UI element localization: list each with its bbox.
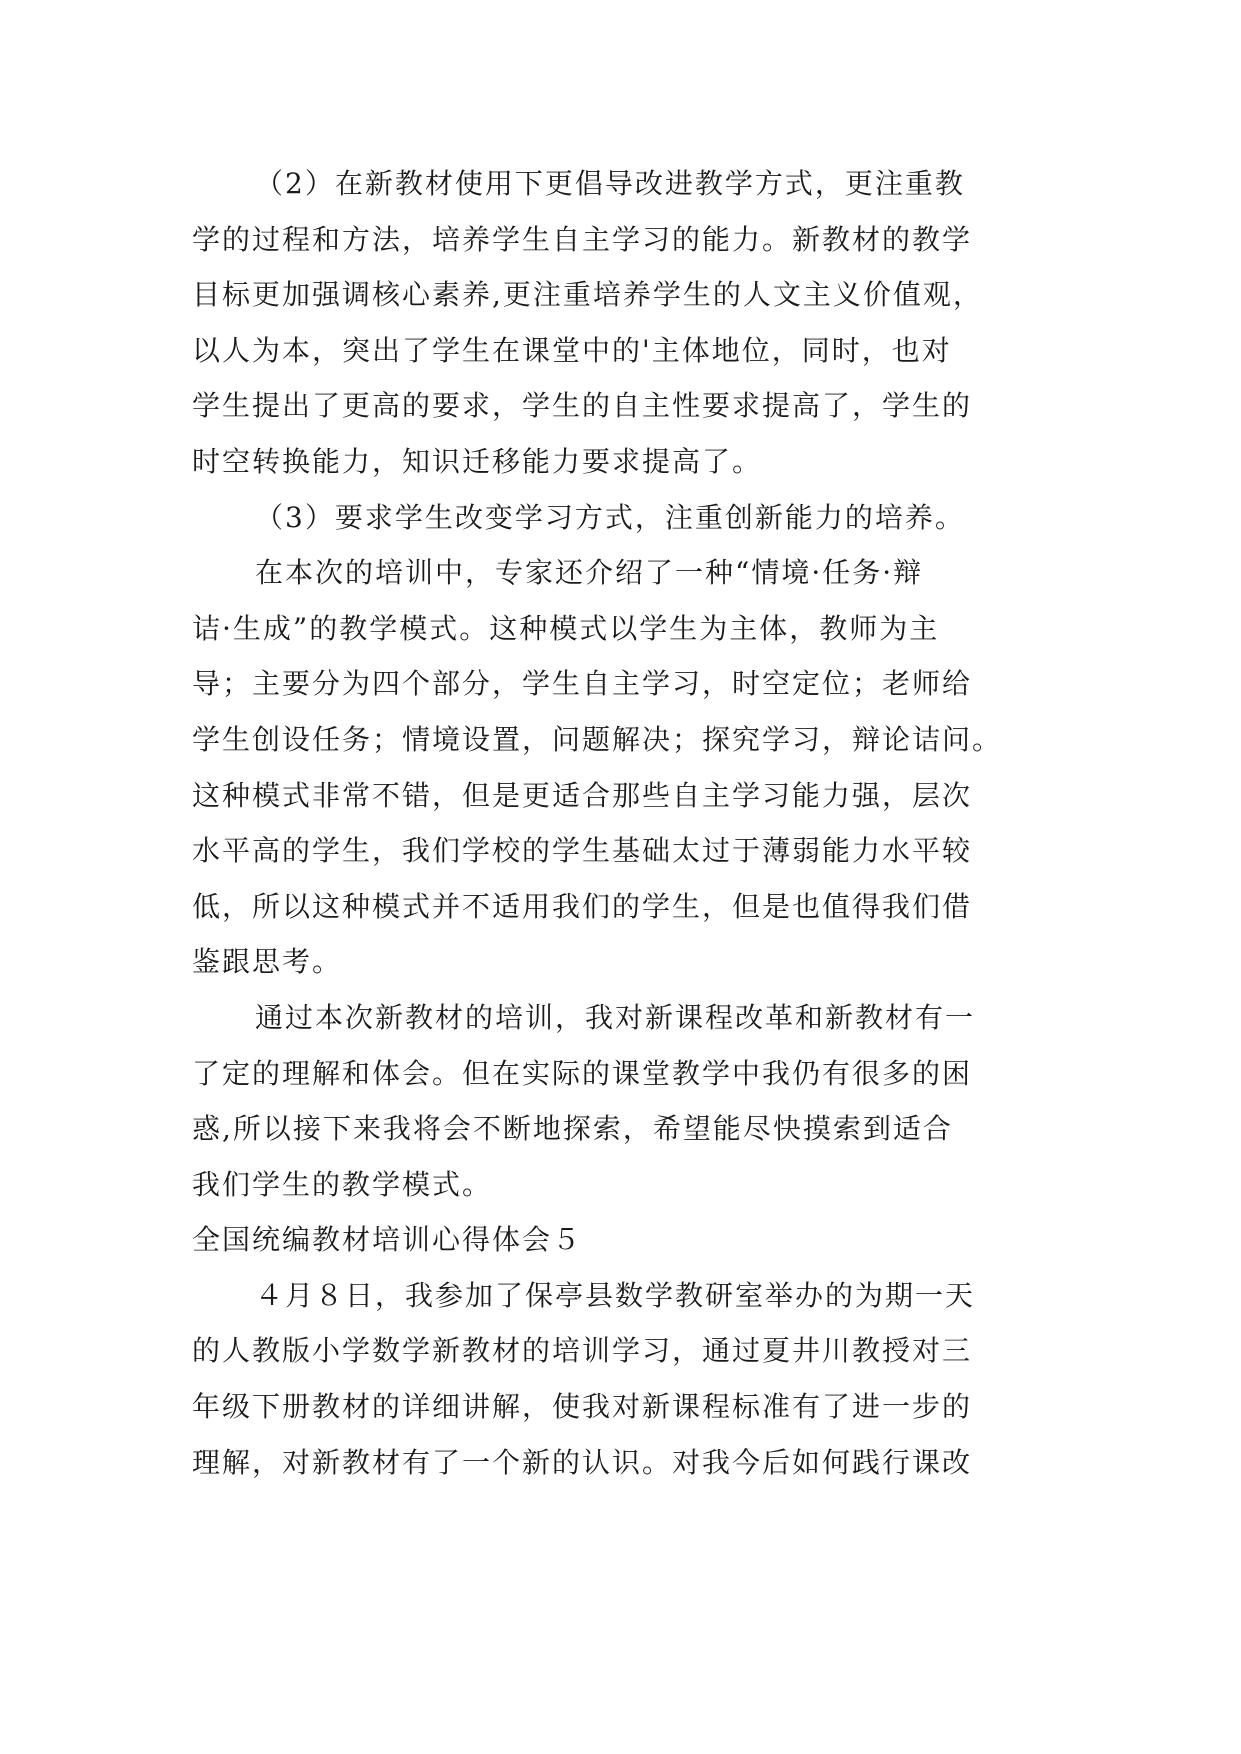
- paragraph-april-8: [192, 1268, 1092, 1490]
- section-heading: [192, 1212, 1092, 1268]
- text-line: 低，所以这种模式并不适用我们的学生，但是也值得我们借: [192, 889, 973, 923]
- text-line: 时空转换能力，知识迁移能力要求提高了。: [192, 444, 763, 478]
- text-line: 理解，对新教材有了一个新的认识。对我今后如何践行课改: [192, 1445, 973, 1479]
- document-body: [192, 156, 1092, 1490]
- text-line: （3）要求学生改变学习方式，注重创新能力的培养。: [255, 500, 965, 534]
- text-line: 这种模式非常不错，但是更适合那些自主学习能力强，层次: [192, 778, 973, 812]
- paragraph-3: [192, 490, 1092, 546]
- text-line: 惑,所以接下来我将会不断地探索，希望能尽快摸索到适合: [192, 1112, 953, 1146]
- text-line: 导；主要分为四个部分，学生自主学习，时空定位；老师给: [192, 667, 973, 701]
- text-line: 诘·生成”的教学模式。这种模式以学生为主体，教师为主: [192, 611, 940, 645]
- paragraph-conclusion: [192, 990, 1092, 1212]
- text-line: 以人为本，突出了学生在课堂中的'主体地位，同时，也对: [192, 333, 952, 367]
- paragraph-2: [192, 156, 1092, 490]
- text-line: 的人教版小学数学新教材的培训学习，通过夏井川教授对三: [192, 1334, 973, 1368]
- text-line: 学的过程和方法，培养学生自主学习的能力。新教材的教学: [192, 222, 973, 256]
- text-line: （2）在新教材使用下更倡导改进教学方式，更注重教: [255, 167, 965, 200]
- paragraph-teaching-mode: [192, 545, 1092, 990]
- text-line: 了定的理解和体会。但在实际的课堂教学中我仍有很多的困: [192, 1056, 973, 1090]
- text-line: 鉴跟思考。: [192, 945, 343, 979]
- text-line: 学生创设任务；情境设置，问题解决；探究学习，辩论诘问。: [192, 722, 1003, 756]
- text-line: 在本次的培训中，专家还介绍了一种“情境·任务·辩: [255, 556, 924, 590]
- text-line: ４月８日，我参加了保亭县数学教研室举办的为期一天: [255, 1278, 976, 1312]
- text-line: 水平高的学生，我们学校的学生基础太过于薄弱能力水平较: [192, 834, 973, 868]
- text-line: 目标更加强调核心素养,更注重培养学生的人文主义价值观，: [192, 278, 983, 312]
- text-line: 通过本次新教材的培训，我对新课程改革和新教材有一: [255, 1000, 976, 1034]
- text-line: 我们学生的教学模式。: [192, 1167, 493, 1201]
- text-line: 学生提出了更高的要求，学生的自主性要求提高了，学生的: [192, 389, 973, 423]
- heading-line: 全国统编教材培训心得体会５: [192, 1223, 583, 1257]
- text-line: 年级下册教材的详细讲解，使我对新课程标准有了进一步的: [192, 1390, 973, 1424]
